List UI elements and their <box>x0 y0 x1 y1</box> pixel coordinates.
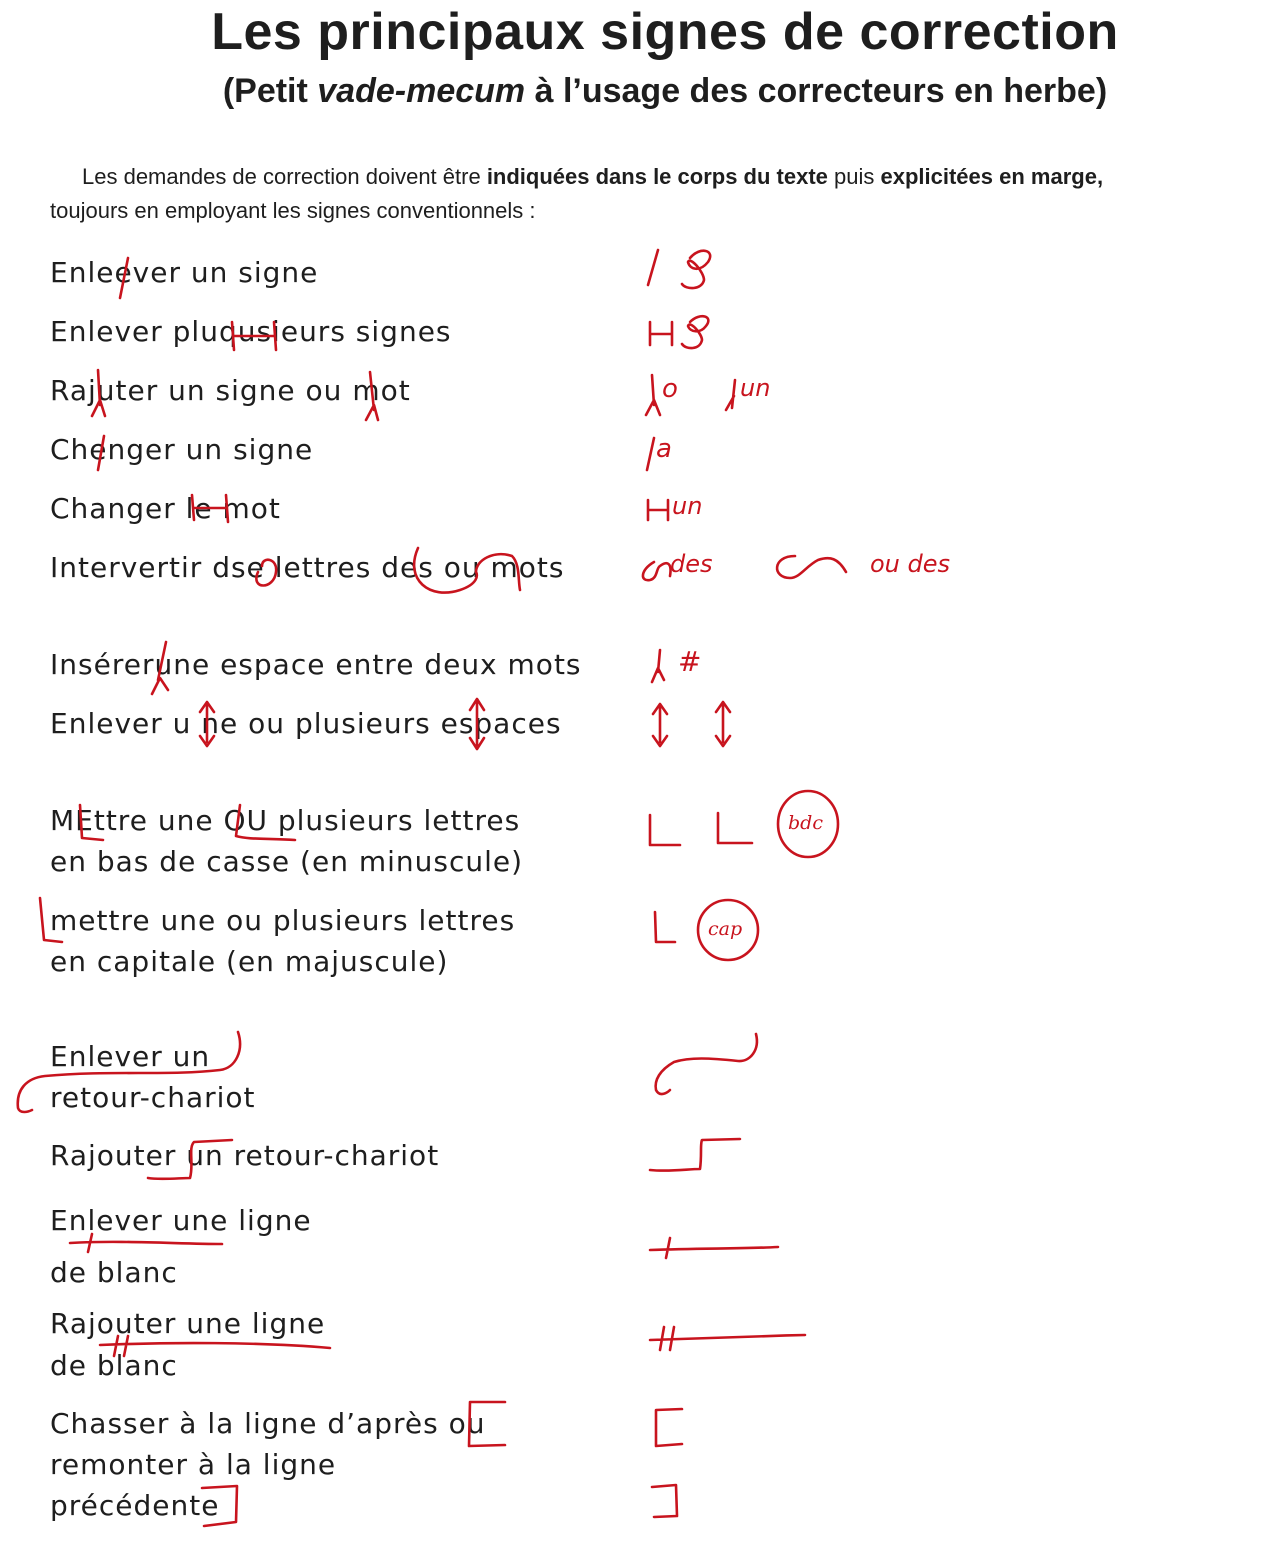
row-label-add-return: Rajouter un retour-chariot <box>50 1139 440 1172</box>
row-label-add-sign: Rajuter un signe ou mot <box>50 374 411 407</box>
margin-close-up-icon <box>716 702 730 746</box>
intro-text: puis <box>827 164 881 189</box>
row-label-change-word: Changer le mot <box>50 492 281 525</box>
label-line: remonter à la ligne <box>50 1448 337 1481</box>
margin-join-icon <box>656 1034 757 1094</box>
margin-text-un: un <box>740 374 771 402</box>
subtitle-text: (Petit <box>222 72 318 110</box>
label-line: Chasser à la ligne d’après ou <box>50 1407 486 1440</box>
margin-caret-icon <box>726 380 735 410</box>
margin-l-icon <box>650 815 680 845</box>
intro-text: toujours en employant les signes conventionnels : <box>50 198 536 223</box>
row-label-uppercase <box>50 900 515 982</box>
row-label-swap: Intervertir dse lettres des ou mots <box>50 551 565 584</box>
subtitle-italic: vade-mecum <box>317 72 526 110</box>
label-line: de blanc <box>50 1349 178 1382</box>
intro-paragraph <box>50 160 1280 228</box>
label-line: mettre une ou plusieurs lettres <box>50 904 516 937</box>
margin-close-bracket-icon <box>652 1485 677 1517</box>
row-label-insert-space: Insérerune espace entre deux mots <box>50 648 582 681</box>
margin-slash-icon <box>648 250 658 285</box>
label-line: en capitale (en majuscule) <box>50 945 449 978</box>
row-label-remove-sign: Enleever un signe <box>50 256 319 289</box>
row-label-move-line <box>50 1403 485 1526</box>
intro-bold: indiquées dans le corps du texte <box>486 164 828 189</box>
margin-remove-blank-icon <box>650 1238 778 1258</box>
margin-text-ou-des: ou des <box>870 550 951 578</box>
margin-open-bracket-icon <box>656 1409 682 1446</box>
label-line: précédente <box>50 1489 220 1522</box>
intro-bold: explicitées en marge, <box>880 164 1104 189</box>
bdc-label: bdc <box>788 812 823 834</box>
label-line: Enlever un <box>50 1040 211 1073</box>
label-line: en bas de casse (en minuscule) <box>50 845 524 878</box>
row-label-remove-space: Enlever u ne ou plusieurs espaces <box>50 707 562 740</box>
label-line: retour-chariot <box>50 1081 256 1114</box>
margin-close-up-icon <box>653 704 667 746</box>
cap-label: cap <box>708 918 743 940</box>
margin-break-icon <box>650 1139 740 1171</box>
label-line: Rajouter une ligne <box>50 1307 326 1340</box>
margin-swap-icon <box>777 556 846 578</box>
row-label-remove-blank-line <box>50 1195 312 1299</box>
margin-text-o: o <box>662 374 678 404</box>
margin-l-icon <box>718 813 752 843</box>
margin-slash-icon <box>647 438 654 470</box>
subtitle-text-end: à l’usage des correcteurs en herbe) <box>525 72 1108 110</box>
margin-caret-icon <box>652 650 664 682</box>
margin-l-icon <box>655 912 675 942</box>
margin-swap-icon <box>643 562 671 580</box>
deleatur-icon <box>682 251 710 288</box>
margin-text-un: un <box>672 492 703 520</box>
row-label-change-sign: Chenger un signe <box>50 433 314 466</box>
margin-caret-icon <box>646 375 660 415</box>
margin-text-a: a <box>656 434 672 464</box>
label-line: de blanc <box>50 1256 178 1289</box>
deleatur-icon <box>682 316 708 348</box>
space-hash-icon: # <box>678 645 702 678</box>
page-subtitle <box>0 72 1280 111</box>
row-label-remove-signs: Enlever pluqusieurs signes <box>50 315 452 348</box>
margin-h-icon <box>650 322 672 345</box>
row-label-add-blank-line <box>50 1303 325 1387</box>
margin-text-des: des <box>670 550 713 578</box>
row-label-lowercase <box>50 800 523 882</box>
label-line: Enlever une ligne <box>50 1204 312 1237</box>
row-label-remove-return <box>50 1036 256 1118</box>
label-line: MEttre une OU plusieurs lettres <box>50 804 521 837</box>
margin-h-icon <box>648 500 668 520</box>
page-title: Les principaux signes de correction <box>211 3 1119 61</box>
margin-add-blank-icon <box>650 1327 805 1350</box>
intro-text: Les demandes de correction doivent être <box>82 164 487 189</box>
